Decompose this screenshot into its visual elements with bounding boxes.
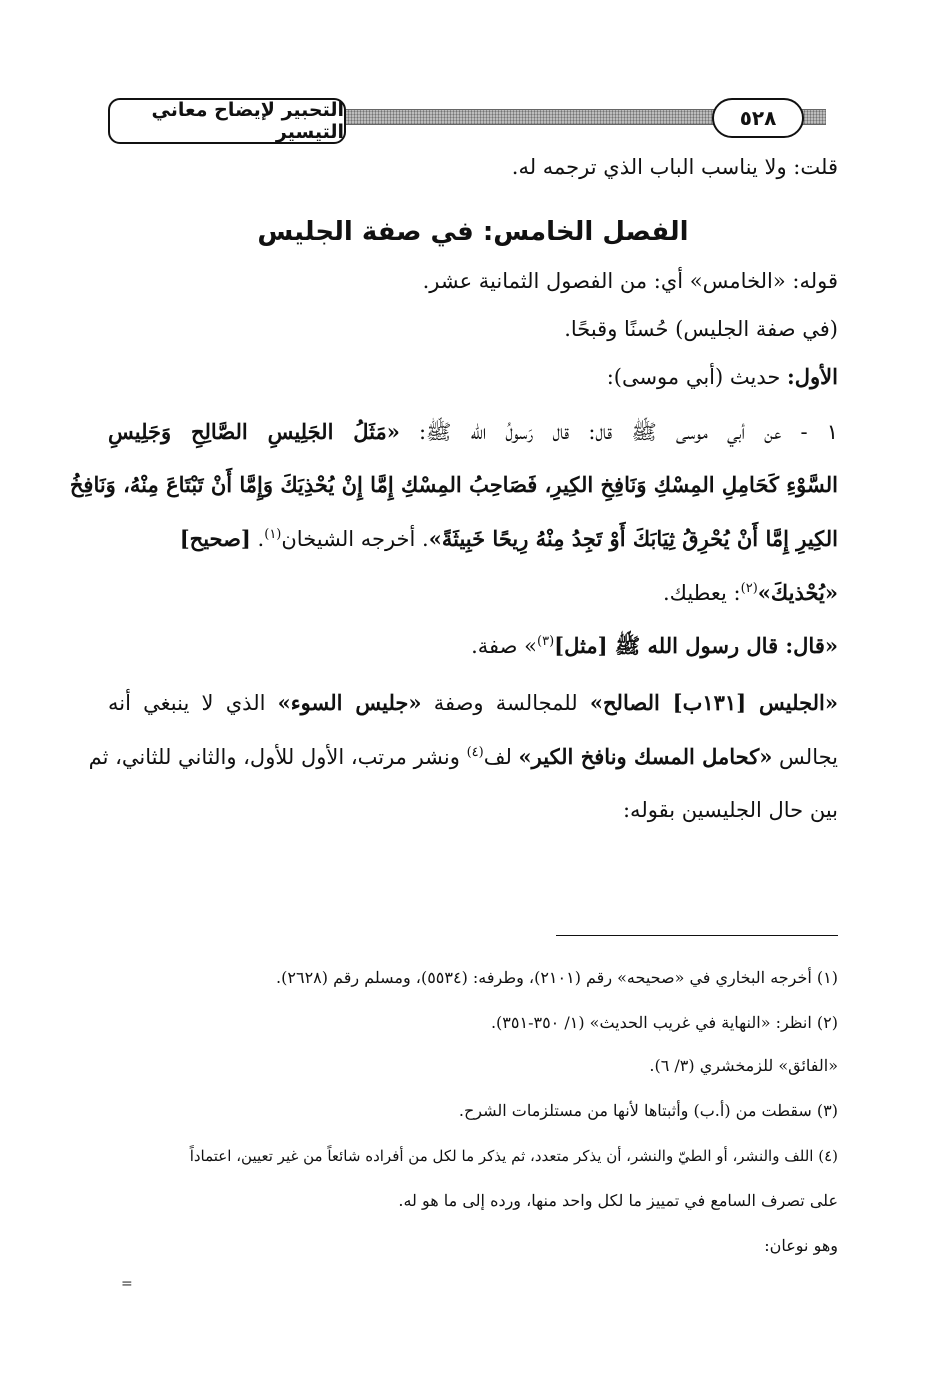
page-mark: = [121, 1276, 133, 1292]
hadith-text [108, 417, 838, 447]
gloss-term: «قال: قال رسول الله ﷺ [مثل] [554, 633, 838, 658]
hadith-source: . أخرجه الشيخان [281, 527, 429, 551]
footnote-ref-4: (٤) [466, 745, 484, 760]
hadith-text [180, 524, 838, 554]
book-title: التحبير لإيضاح معاني التيسير [108, 98, 346, 144]
body-text: ونشر مرتب، الأول للأول، والثاني للثاني، ثم [88, 745, 467, 769]
hadith-intro: ١ - عن أبي موسى ﷺ قال: قال رَسولُ الله ﷺ: [399, 420, 838, 444]
page-number: ٥٢٨ [712, 98, 804, 138]
label-first: الأول: [787, 364, 838, 389]
commentary-text [88, 742, 838, 772]
gloss-text [471, 631, 838, 661]
running-header [108, 96, 838, 148]
footnote-ref-3: (٣) [537, 634, 555, 649]
body-text [607, 362, 838, 392]
footnote-text: وهو نوعان: [764, 1236, 838, 1255]
section-title: الفصل الخامس: في صفة الجليس [257, 217, 689, 247]
punctuation: . [250, 527, 265, 551]
footnote-ref-1: (١) [264, 527, 282, 542]
gloss-term: «يُحْذيكَ» [757, 580, 838, 605]
body-text: يجالس [772, 745, 838, 769]
footnote-text: (١) أخرجه البخاري في «صحيحه» رقم (٢١٠١)، وطرفه: (٥٥٣٤)، ومسلم رقم (٢٦٢٨). [276, 968, 838, 987]
body-text: حديث (أبي موسى): [606, 365, 788, 389]
body-text: للمجالسة وصفة [421, 691, 590, 715]
body-text: لف [483, 745, 519, 769]
gloss-meaning: » صفة. [471, 634, 538, 658]
gloss-term: «الجليس [١٣١ب] الصالح» [589, 690, 838, 715]
footnote-text: (٣) سقطت من (أ.ب) وأثبتاها لأنها من مستلزمات الشرح. [458, 1101, 838, 1120]
footnote-ref-2: (٢) [740, 581, 758, 596]
body-text: بين حال الجليسين بقوله: [622, 798, 838, 822]
gloss-meaning: : يعطيك. [662, 581, 741, 605]
gloss-term: «كحامل المسك ونافخ الكير» [518, 744, 773, 769]
hadith-grade: [صحيح] [179, 526, 251, 551]
footnote-text: (٢) انظر: «النهاية في غريب الحديث» (١/ ٣٥٠-٣٥١). [490, 1013, 838, 1032]
hadith-quote: الكِيرِ إِمَّا أَنْ يُحْرِقُ ثِيَابَكَ أَوْ تَجِدُ مِنْهُ رِيحًا خَبِيثَةً» [428, 526, 838, 551]
footnote-text: (٤) اللف والنشر، أو الطيّ والنشر، أن يذكر متعدد، ثم يذكر ما لكل من أفراده شائعاً من غير تعيين، اعتماداً [189, 1147, 838, 1165]
body-text: قلت: ولا يناسب الباب الذي ترجمه له. [511, 155, 838, 179]
body-text: قوله: «الخامس» أي: من الفصول الثمانية عشر. [422, 269, 838, 293]
hadith-quote: السَّوْءِ كَحَامِلِ المِسْكِ وَنَافِخِ الكِيرِ، فَصَاحِبُ المِسْكِ إِمَّا إِنْ يُحْذِيَكَ وَإِمَّا أَنْ تَبْتَاعَ مِنْهُ، وَنَافِخُ [69, 472, 838, 497]
footnote-text: على تصرف السامع في تمييز ما لكل واحد منها، ورده إلى ما هو له. [398, 1191, 838, 1210]
gloss-text [663, 578, 838, 608]
gloss-term: «جليس السوء» [277, 690, 422, 715]
body-text: الذي لا ينبغي أنه [108, 691, 278, 715]
commentary-text [108, 688, 838, 718]
footnote-separator [556, 935, 838, 936]
footnote-text: «الفائق» للزمخشري (٣/ ٦). [649, 1056, 838, 1075]
body-text: (في صفة الجليس) حُسنًا وقبحًا. [564, 317, 838, 341]
hadith-quote: «مَثَلُ الجَلِيسِ الصَّالِحِ وَجَلِيسِ [108, 419, 400, 444]
